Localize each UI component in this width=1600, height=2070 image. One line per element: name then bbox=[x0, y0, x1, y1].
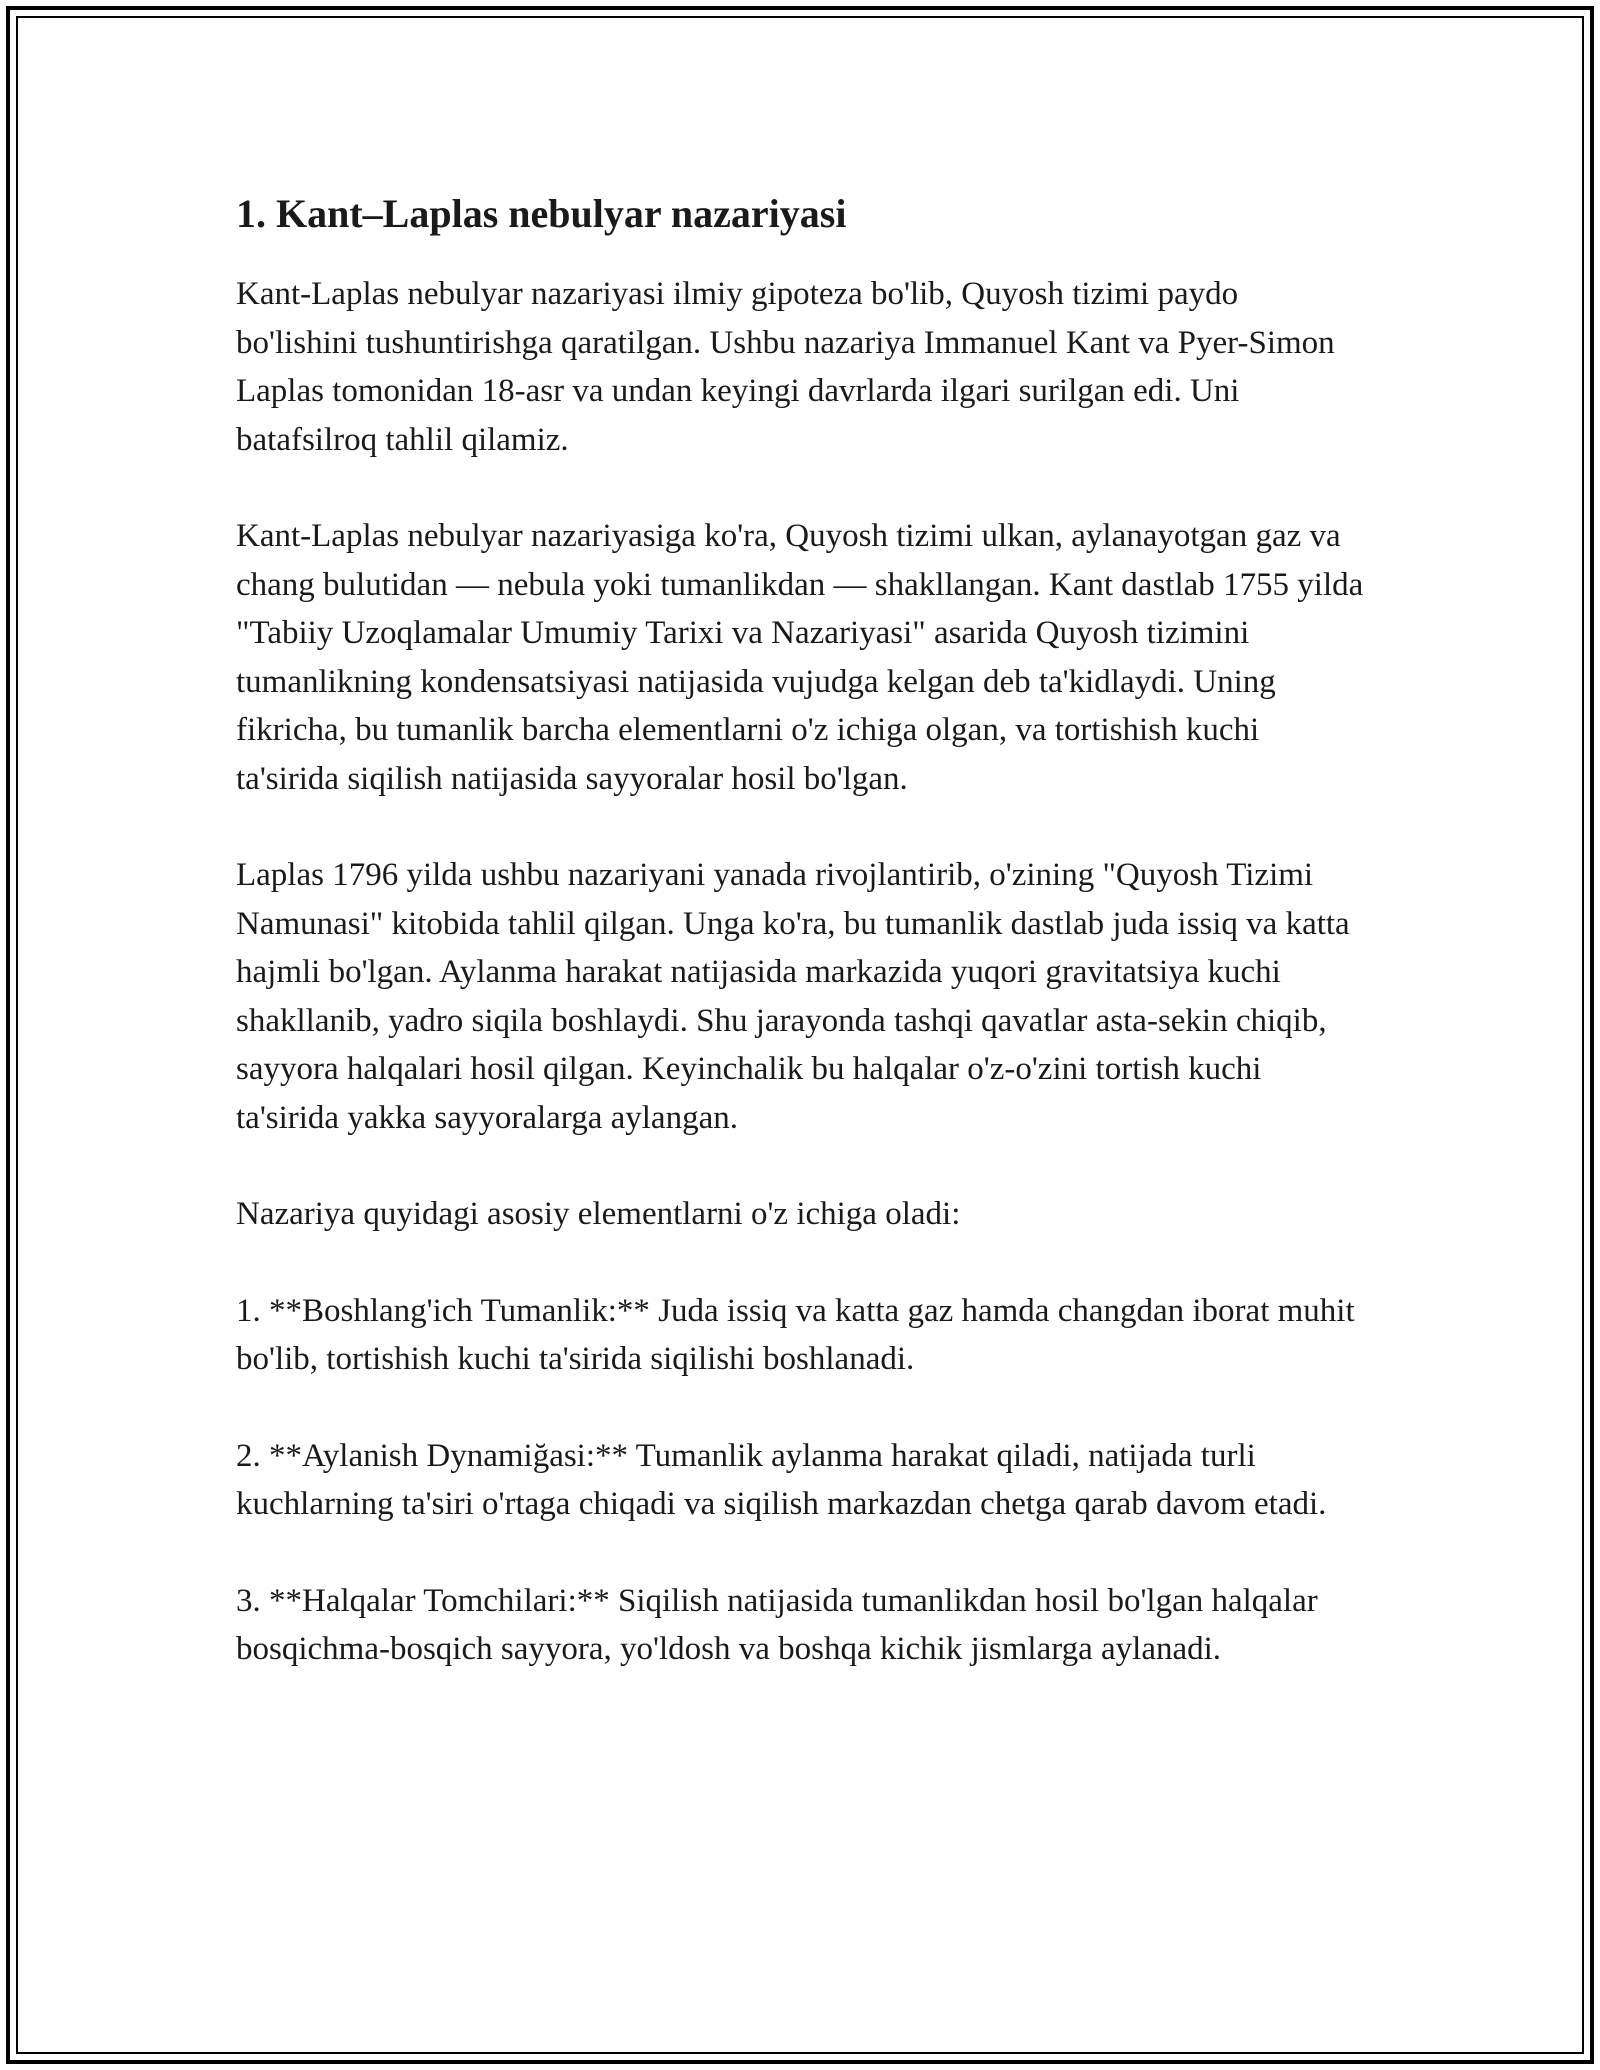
document-heading: 1. Kant–Laplas nebulyar nazariyasi bbox=[236, 191, 847, 236]
list-item-2: 2. **Aylanish Dynamiğasi:** Tumanlik aylanma harakat qiladi, natijada turli kuchlarning ta'siri o'rtaga chiqadi va siqilish markazdan chetga qarab davom etadi. bbox=[236, 1437, 1327, 1522]
list-item-3: 3. **Halqalar Tomchilari:** Siqilish natijasida tumanlikdan hosil bo'lgan halqalar bosqichma-bosqich sayyora, yo'ldosh va boshqa kichik jismlarga aylanadi. bbox=[236, 1582, 1318, 1667]
paragraph-kant: Kant-Laplas nebulyar nazariyasiga ko'ra, Quyosh tizimi ulkan, aylanayotgan gaz va chang bulutidan — nebula yoki tumanlikdan — shakllangan. Kant dastlab 1755 yilda "Tabiiy Uzoqlamalar Umumiy Tarixi va Nazariyasi" asarida Quyosh tizimini tumanlikning kondensatsiyasi natijasida vujudga kelgan deb ta'kidlaydi. Uning fikricha, bu tumanlik barcha elementlarni o'z ichiga olgan, va tortishish kuchi ta'sirida siqilish natijasida sayyoralar hosil bo'lgan. bbox=[236, 518, 1364, 797]
paragraph-elements-intro: Nazariya quyidagi asosiy elementlarni o'z ichiga oladi: bbox=[236, 1196, 961, 1232]
list-item-1: 1. **Boshlang'ich Tumanlik:** Juda issiq va katta gaz hamda changdan iborat muhit bo'lib, tortishish kuchi ta'sirida siqilishi boshlanadi. bbox=[236, 1292, 1355, 1377]
document-body bbox=[236, 188, 1366, 1722]
paragraph-laplas: Laplas 1796 yilda ushbu nazariyani yanada rivojlantirib, o'zining "Quyosh Tizimi Namunasi" kitobida tahlil qilgan. Unga ko'ra, bu tumanlik dastlab juda issiq va katta hajmli bo'lgan. Aylanma harakat natijasida markazida yuqori gravitatsiya kuchi shakllanib, yadro siqila boshlaydi. Shu jarayonda tashqi qavatlar asta-sekin chiqib, sayyora halqalari hosil qilgan. Keyinchalik bu halqalar o'z-o'zini tortish kuchi ta'sirida yakka sayyoralarga aylangan. bbox=[236, 857, 1350, 1136]
paragraph-intro: Kant-Laplas nebulyar nazariyasi ilmiy gipoteza bo'lib, Quyosh tizimi paydo bo'lishini tushuntirishga qaratilgan. Ushbu nazariya Immanuel Kant va Pyer-Simon Laplas tomonidan 18-asr va undan keyingi davrlarda ilgari surilgan edi. Uni batafsilroq tahlil qilamiz. bbox=[236, 276, 1335, 458]
